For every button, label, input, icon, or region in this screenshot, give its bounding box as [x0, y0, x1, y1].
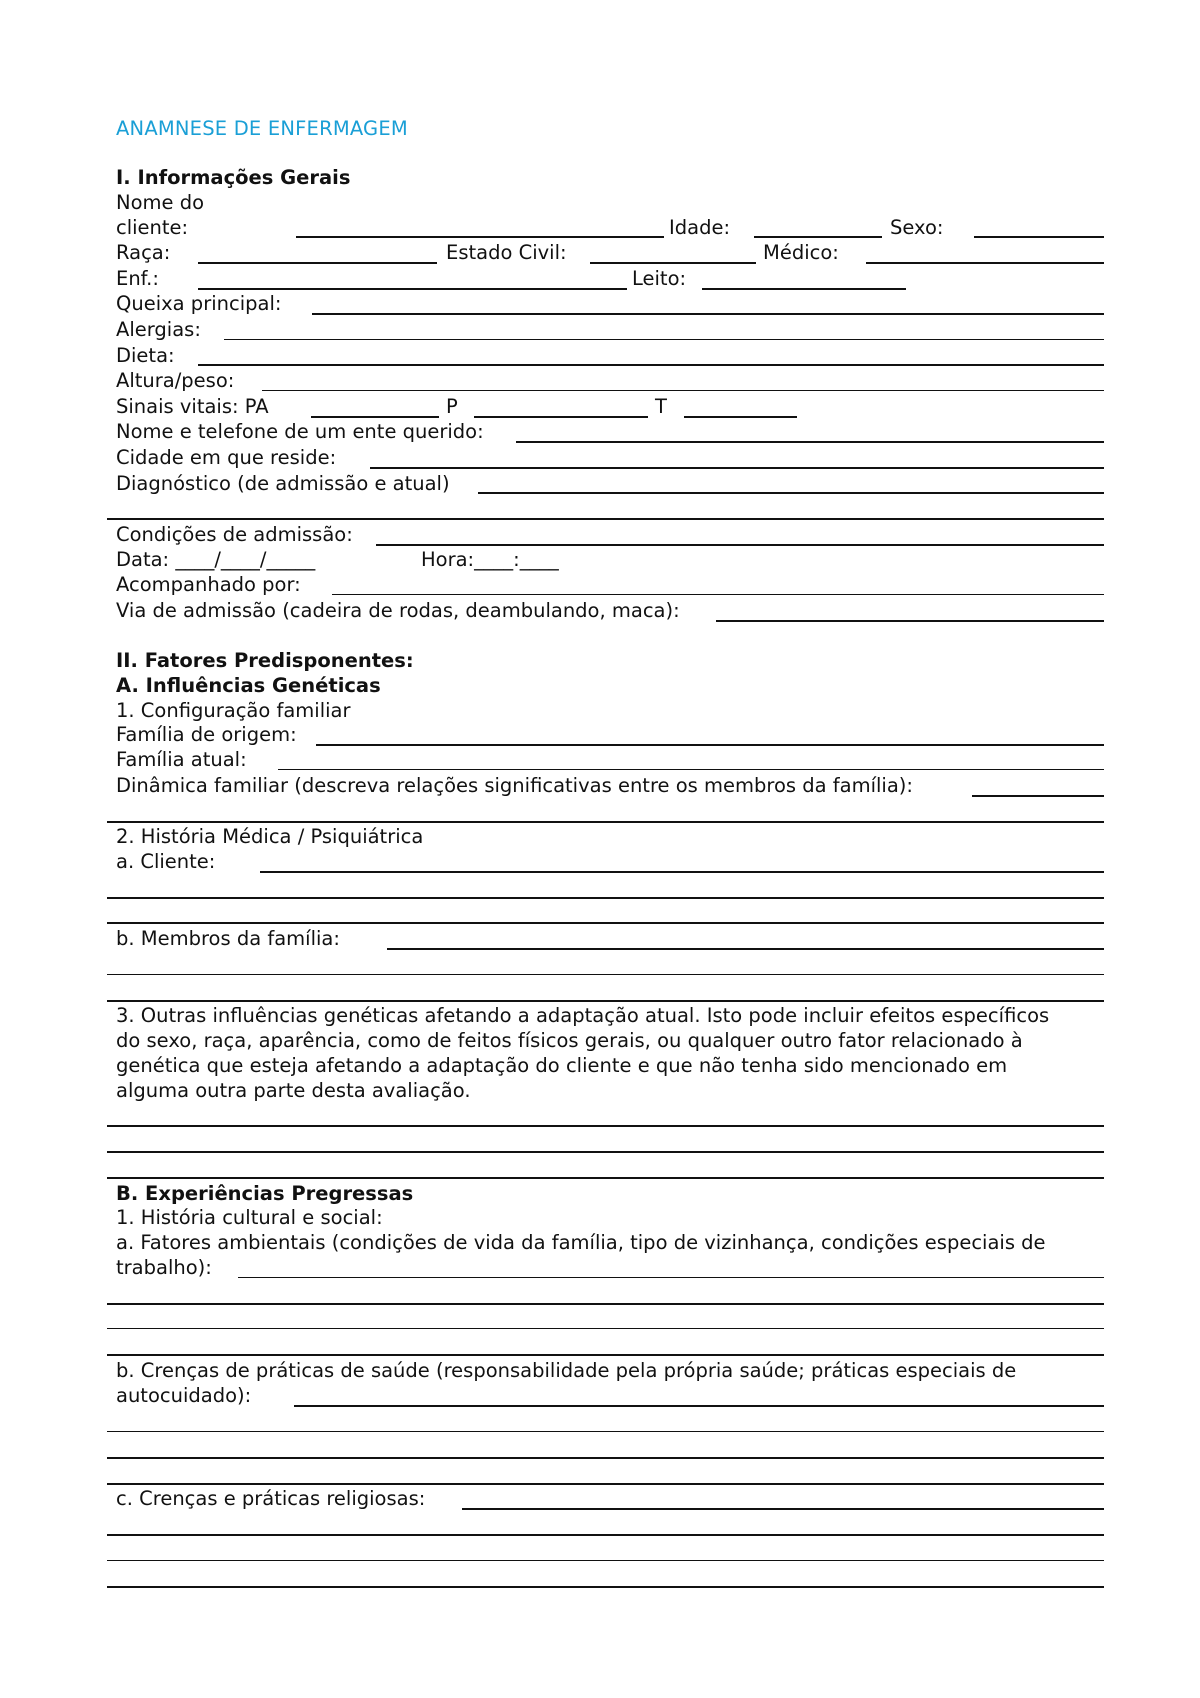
field-crencas-saude-extra-2[interactable] — [107, 1457, 1104, 1459]
label-sinais: Sinais vitais: PA — [116, 395, 269, 418]
label-dieta: Dieta: — [116, 344, 175, 367]
outras-line-2: do sexo, raça, aparência, como de feitos físicos gerais, ou qualquer outro fator relacionado à — [116, 1029, 1023, 1052]
field-membros[interactable] — [387, 948, 1104, 950]
subsection-b-heading: B. Experiências Pregressas — [116, 1182, 414, 1205]
field-condicoes[interactable] — [376, 544, 1104, 546]
field-hora[interactable]: Hora:____:____ — [421, 548, 559, 571]
field-fatores-extra-1[interactable] — [107, 1303, 1104, 1305]
field-t[interactable] — [684, 416, 797, 418]
field-religiosas-extra-2[interactable] — [107, 1560, 1104, 1561]
field-fatores-extra-2[interactable] — [107, 1328, 1104, 1329]
label-dinamica: Dinâmica familiar (descreva relações significativas entre os membros da família): — [116, 774, 913, 797]
field-via[interactable] — [716, 620, 1104, 622]
field-cidade[interactable] — [370, 467, 1104, 469]
label-crencas-saude-1: b. Crenças de práticas de saúde (responsabilidade pela própria saúde; práticas especiais de — [116, 1359, 1017, 1382]
label-cidade: Cidade em que reside: — [116, 446, 337, 469]
field-idade[interactable] — [754, 236, 882, 238]
outras-line-4: alguma outra parte desta avaliação. — [116, 1079, 471, 1102]
field-outras-2[interactable] — [107, 1151, 1104, 1153]
field-religiosas-extra-1[interactable] — [107, 1534, 1104, 1536]
field-acompanhado[interactable] — [332, 594, 1104, 595]
label-diagnostico: Diagnóstico (de admissão e atual) — [116, 472, 450, 495]
field-crencas-saude[interactable] — [294, 1405, 1104, 1407]
field-data[interactable]: Data: ____/____/_____ — [116, 548, 316, 571]
outras-line-1: 3. Outras influências genéticas afetando a adaptação atual. Isto pode incluir efeitos específicos — [116, 1004, 1050, 1027]
field-enf[interactable] — [198, 288, 627, 290]
field-dinamica[interactable] — [972, 795, 1104, 797]
subsection-a-heading: A. Influências Genéticas — [116, 674, 381, 697]
label-atual: Família atual: — [116, 748, 247, 771]
label-nome-telefone: Nome e telefone de um ente querido: — [116, 420, 484, 443]
field-queixa[interactable] — [312, 313, 1104, 315]
field-diagnostico[interactable] — [478, 492, 1104, 494]
field-p[interactable] — [474, 416, 648, 418]
field-alergias[interactable] — [224, 339, 1104, 340]
label-sexo: Sexo: — [890, 216, 944, 239]
label-cultural: 1. História cultural e social: — [116, 1206, 383, 1229]
field-cliente-extra-2[interactable] — [107, 922, 1104, 924]
field-medico[interactable] — [866, 262, 1104, 264]
label-estado-civil: Estado Civil: — [446, 241, 567, 264]
label-queixa: Queixa principal: — [116, 292, 282, 315]
label-religiosas: c. Crenças e práticas religiosas: — [116, 1487, 426, 1510]
label-origem: Família de origem: — [116, 723, 297, 746]
label-nome-line1: Nome do — [116, 191, 205, 214]
field-sexo[interactable] — [974, 236, 1104, 238]
label-medico: Médico: — [763, 241, 839, 264]
label-raca: Raça: — [116, 241, 171, 264]
label-condicoes: Condições de admissão: — [116, 523, 353, 546]
field-origem[interactable] — [316, 744, 1104, 746]
field-altura[interactable] — [262, 390, 1104, 391]
label-t: T — [655, 395, 667, 418]
label-nome-line2: cliente: — [116, 216, 189, 239]
label-via: Via de admissão (cadeira de rodas, deambulando, maca): — [116, 599, 680, 622]
field-religiosas[interactable] — [462, 1508, 1104, 1510]
label-crencas-saude-2: autocuidado): — [116, 1384, 252, 1407]
field-outras-3[interactable] — [107, 1177, 1104, 1179]
section-2-heading: II. Fatores Predisponentes: — [116, 649, 414, 672]
label-p: P — [446, 395, 458, 418]
field-fatores-extra-3[interactable] — [107, 1354, 1104, 1356]
label-membros: b. Membros da família: — [116, 927, 340, 950]
field-outras-1[interactable] — [107, 1125, 1104, 1127]
outras-line-3: genética que esteja afetando a adaptação do cliente e que não tenha sido mencionado em — [116, 1054, 1008, 1077]
label-altura: Altura/peso: — [116, 369, 235, 392]
field-pa[interactable] — [311, 416, 439, 418]
field-nome-telefone[interactable] — [516, 441, 1104, 443]
field-estado-civil[interactable] — [590, 262, 756, 264]
label-idade: Idade: — [669, 216, 731, 239]
label-fatores-1: a. Fatores ambientais (condições de vida da família, tipo de vizinhança, condições especiais de — [116, 1231, 1046, 1254]
label-leito: Leito: — [632, 267, 687, 290]
form-title: ANAMNESE DE ENFERMAGEM — [116, 117, 408, 140]
field-cliente[interactable] — [260, 871, 1104, 873]
label-enf: Enf.: — [116, 267, 159, 290]
field-crencas-saude-extra-1[interactable] — [107, 1431, 1104, 1432]
field-dinamica-extra[interactable] — [107, 821, 1104, 823]
section-1-heading: I. Informações Gerais — [116, 166, 351, 189]
field-membros-extra-1[interactable] — [107, 974, 1104, 975]
label-config: 1. Configuração familiar — [116, 699, 351, 722]
label-fatores-2: trabalho): — [116, 1256, 212, 1279]
label-acompanhado: Acompanhado por: — [116, 573, 301, 596]
field-nome-cliente[interactable] — [296, 236, 664, 238]
field-atual[interactable] — [278, 769, 1104, 770]
field-dieta[interactable] — [198, 364, 1104, 366]
label-cliente: a. Cliente: — [116, 850, 216, 873]
field-fatores[interactable] — [238, 1277, 1104, 1278]
field-crencas-saude-extra-3[interactable] — [107, 1483, 1104, 1485]
label-historia: 2. História Médica / Psiquiátrica — [116, 825, 424, 848]
field-leito[interactable] — [702, 288, 906, 290]
label-alergias: Alergias: — [116, 318, 201, 341]
field-religiosas-extra-3[interactable] — [107, 1586, 1104, 1588]
field-cliente-extra-1[interactable] — [107, 897, 1104, 899]
field-raca[interactable] — [198, 262, 437, 264]
field-diagnostico-extra[interactable] — [107, 518, 1104, 520]
field-membros-extra-2[interactable] — [107, 1000, 1104, 1002]
